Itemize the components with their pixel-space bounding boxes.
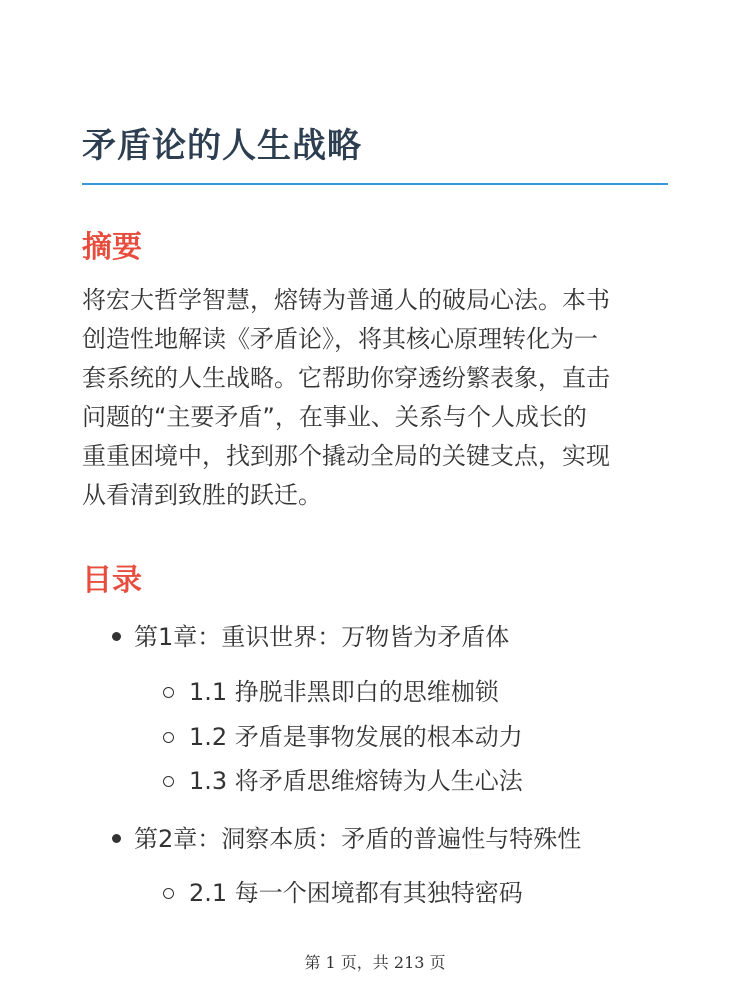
bullet-circle-icon: [163, 776, 174, 787]
toc-chapter-1[interactable]: 第1章：重识世界：万物皆为矛盾体: [134, 623, 510, 651]
abstract-line: 问题的“主要矛盾”，在事业、关系与个人成长的: [82, 403, 587, 431]
toc-section-2-1[interactable]: 2.1 每一个困境都有其独特密码: [189, 879, 523, 907]
abstract-line: 套系统的人生战略。它帮助你穿透纷繁表象，直击: [82, 364, 610, 392]
abstract-line: 创造性地解读《矛盾论》，将其核心原理转化为一: [82, 325, 598, 353]
abstract-line: 重重困境中，找到那个撬动全局的关键支点，实现: [82, 442, 610, 470]
toc-section-1-2[interactable]: 1.2 矛盾是事物发展的根本动力: [189, 723, 523, 751]
bullet-disc-icon: [112, 632, 121, 641]
toc-chapter-2[interactable]: 第2章：洞察本质：矛盾的普遍性与特殊性: [134, 825, 582, 853]
toc-section-1-1[interactable]: 1.1 挣脱非黑即白的思维枷锁: [189, 678, 499, 706]
bullet-circle-icon: [163, 732, 174, 743]
abstract-paragraph: [82, 281, 668, 515]
bullet-circle-icon: [163, 888, 174, 899]
book-title: 矛盾论的人生战略: [82, 126, 362, 166]
abstract-line: 将宏大哲学智慧，熔铸为普通人的破局心法。本书: [82, 286, 610, 314]
abstract-line: 从看清到致胜的跃迁。: [82, 481, 322, 509]
toc-heading: 目录: [82, 563, 142, 598]
toc-section-1-3[interactable]: 1.3 将矛盾思维熔铸为人生心法: [189, 767, 523, 795]
bullet-disc-icon: [112, 834, 121, 843]
page-indicator: 第 1 页，共 213 页: [304, 953, 446, 972]
bullet-circle-icon: [163, 687, 174, 698]
abstract-heading: 摘要: [82, 230, 142, 265]
title-divider: [82, 183, 668, 185]
